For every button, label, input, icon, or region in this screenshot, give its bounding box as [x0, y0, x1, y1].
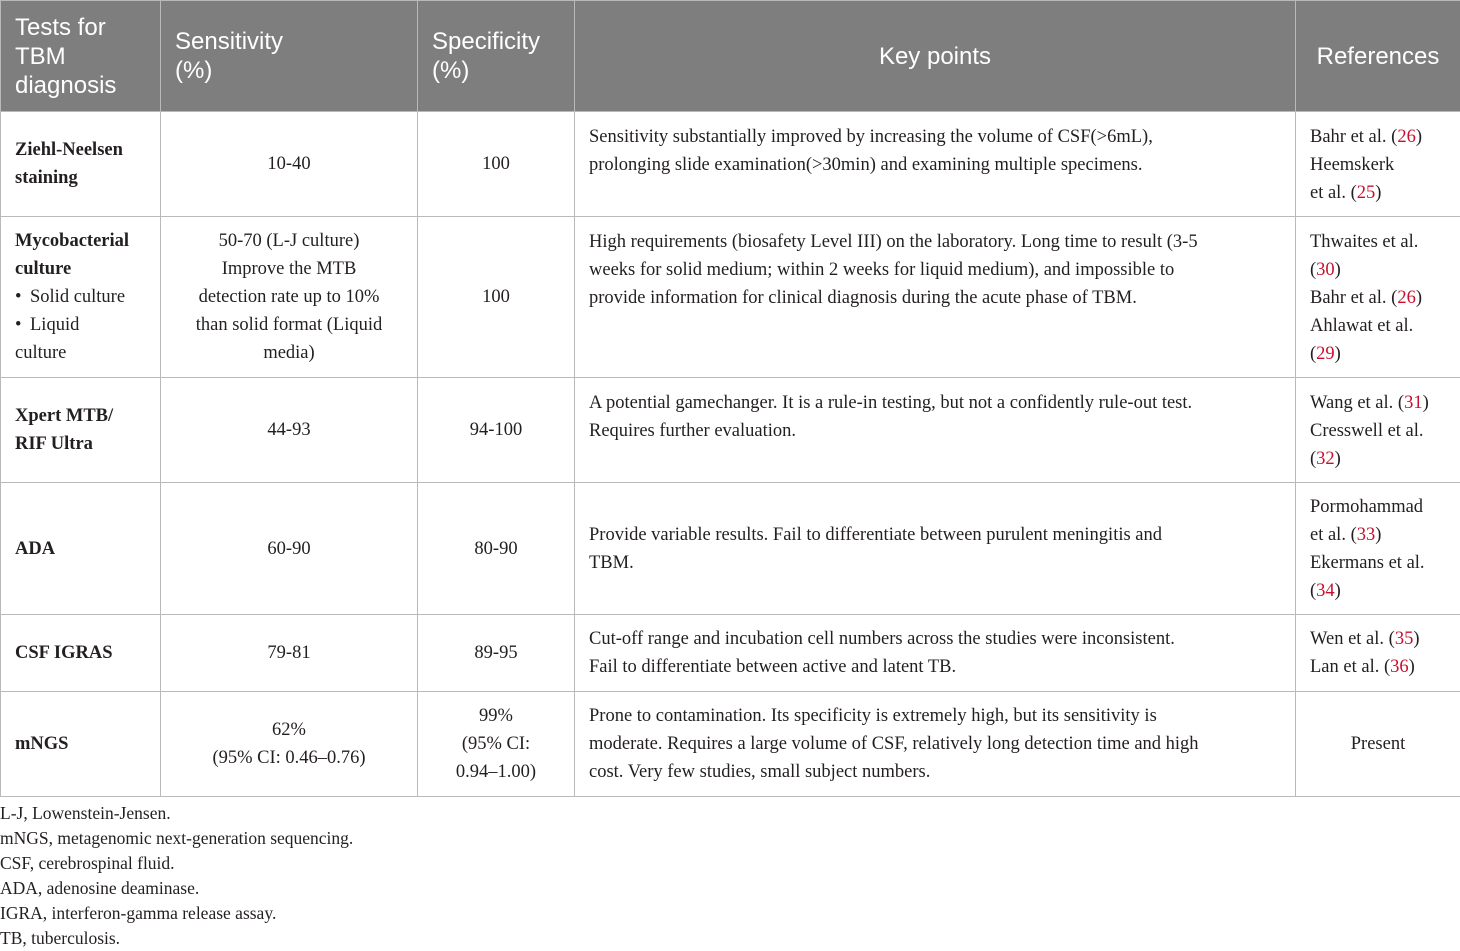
- specificity-cell: 100: [418, 112, 575, 217]
- header-specificity: Specificity (%): [418, 1, 575, 112]
- reference-link[interactable]: 35: [1395, 629, 1414, 649]
- test-name-cell: ADA: [1, 483, 161, 615]
- reference-link[interactable]: 30: [1316, 260, 1335, 280]
- reference-link[interactable]: 36: [1390, 657, 1409, 677]
- key-points-cell: Prone to contamination. Its specificity is extremely high, but its sensitivity is moderate. Requires a large volume of CSF, relatively long detection time and high cost. Very few studies, small subject numbers.: [575, 692, 1296, 797]
- test-name-cell: Xpert MTB/ RIF Ultra: [1, 378, 161, 483]
- sensitivity-cell: 79-81: [161, 615, 418, 692]
- sub-item: • Solid culture: [15, 283, 146, 311]
- specificity-cell: 80-90: [418, 483, 575, 615]
- header-sensitivity: Sensitivity (%): [161, 1, 418, 112]
- key-points-cell: A potential gamechanger. It is a rule-in testing, but not a confidently rule-out test. Requires further evaluation.: [575, 378, 1296, 483]
- footnote: CSF, cerebrospinal fluid.: [0, 851, 353, 876]
- sensitivity-cell: 44-93: [161, 378, 418, 483]
- specificity-cell: 94-100: [418, 378, 575, 483]
- table-footnotes: [0, 801, 353, 951]
- sensitivity-cell: 60-90: [161, 483, 418, 615]
- reference-link[interactable]: 25: [1357, 183, 1376, 203]
- header-row: [1, 1, 1460, 112]
- header-test: Tests for TBM diagnosis: [1, 1, 161, 112]
- reference-link[interactable]: 26: [1397, 127, 1416, 147]
- references-cell: Wang et al. (31) Cresswell et al. (32): [1296, 378, 1460, 483]
- test-name-cell: Mycobacterial culture • Solid culture • Liquid culture: [1, 217, 161, 378]
- references-cell: Wen et al. (35) Lan et al. (36): [1296, 615, 1460, 692]
- reference-link[interactable]: 34: [1316, 581, 1335, 601]
- references-cell: Bahr et al. (26) Heemskerk et al. (25): [1296, 112, 1460, 217]
- reference-link[interactable]: 33: [1357, 525, 1376, 545]
- table-row: [1, 378, 1460, 483]
- key-points-cell: Sensitivity substantially improved by increasing the volume of CSF(>6mL), prolonging slide examination(>30min) and examining multiple specimens.: [575, 112, 1296, 217]
- references-cell: Present: [1296, 692, 1460, 797]
- specificity-cell: 100: [418, 217, 575, 378]
- specificity-cell: 89-95: [418, 615, 575, 692]
- reference-link[interactable]: 29: [1316, 344, 1335, 364]
- header-references: References: [1296, 1, 1460, 112]
- header-key-points: Key points: [575, 1, 1296, 112]
- footnote: IGRA, interferon-gamma release assay.: [0, 901, 353, 926]
- table-row: [1, 217, 1460, 378]
- key-points-cell: Cut-off range and incubation cell numbers across the studies were inconsistent. Fail to differentiate between active and latent TB.: [575, 615, 1296, 692]
- sensitivity-cell: 50-70 (L-J culture) Improve the MTB detection rate up to 10% than solid format (Liquid media): [161, 217, 418, 378]
- footnote: TB, tuberculosis.: [0, 926, 353, 951]
- key-points-cell: High requirements (biosafety Level III) on the laboratory. Long time to result (3-5 weeks for solid medium; within 2 weeks for liquid medium), and impossible to provide information for clinical diagnosis during the acute phase of TBM.: [575, 217, 1296, 378]
- specificity-cell: 99% (95% CI: 0.94–1.00): [418, 692, 575, 797]
- reference-link[interactable]: 31: [1404, 393, 1423, 413]
- test-name-cell: CSF IGRAS: [1, 615, 161, 692]
- sub-item: • Liquid: [15, 311, 146, 339]
- footnote: mNGS, metagenomic next-generation sequencing.: [0, 826, 353, 851]
- test-name-cell: Ziehl-Neelsen staining: [1, 112, 161, 217]
- footnote: L-J, Lowenstein-Jensen.: [0, 801, 353, 826]
- sensitivity-cell: 10-40: [161, 112, 418, 217]
- sensitivity-cell: 62% (95% CI: 0.46–0.76): [161, 692, 418, 797]
- table-row: [1, 483, 1460, 615]
- reference-link[interactable]: 26: [1397, 288, 1416, 308]
- reference-link[interactable]: 32: [1316, 449, 1335, 469]
- key-points-cell: Provide variable results. Fail to differentiate between purulent meningitis and TBM.: [575, 483, 1296, 615]
- table-row: [1, 615, 1460, 692]
- sub-item-continued: culture: [15, 339, 146, 367]
- footnote: ADA, adenosine deaminase.: [0, 876, 353, 901]
- table-row: [1, 112, 1460, 217]
- table-row: [1, 692, 1460, 797]
- references-cell: Thwaites et al. (30) Bahr et al. (26) Ahlawat et al. (29): [1296, 217, 1460, 378]
- references-cell: Pormohammad et al. (33) Ekermans et al. (34): [1296, 483, 1460, 615]
- test-name-cell: mNGS: [1, 692, 161, 797]
